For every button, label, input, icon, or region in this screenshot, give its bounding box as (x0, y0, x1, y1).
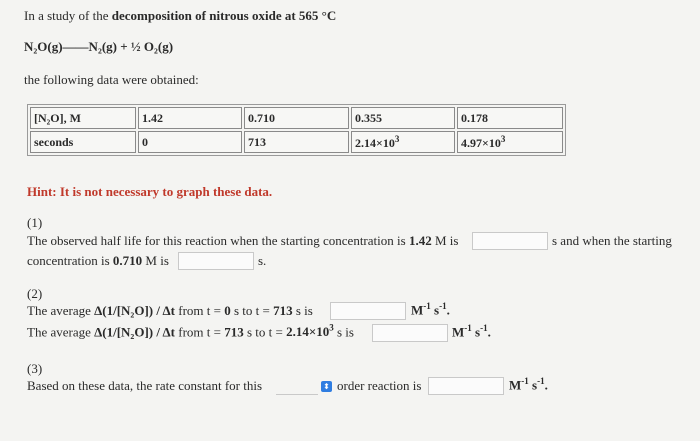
q1-unit-1: s and when the starting (552, 233, 672, 248)
table-cell: 1.42 (138, 107, 242, 129)
table-cell: $2.14\times 10^3$ (351, 131, 455, 153)
q3-text-a: Based on these data, the rate constant for this (27, 378, 263, 393)
table-cell: 0.355 (351, 107, 455, 129)
q1-line2: concentration is 0.710 M is (27, 253, 169, 268)
rate-constant-input[interactable] (428, 377, 504, 395)
order-select[interactable] (276, 379, 318, 395)
table-row (30, 107, 563, 129)
data-table (27, 104, 566, 156)
half-life-input-1[interactable] (472, 232, 548, 250)
q2-line1: The average Δ(1/[N₂O]) / Δt from t = 0 s to t = 713 s is (27, 303, 313, 318)
q2-unit-1: $M^{-1}$ $s^{-1}$. (411, 301, 450, 318)
reaction-equation: N₂O(g)——N₂(g) + ½ O₂(g) (24, 39, 174, 54)
rate-input-2[interactable] (372, 324, 448, 342)
q2-number: (2) (27, 286, 43, 301)
q2-line2: The average Δ(1/[N₂O]) / Δt from t = 713 s to $t = 2.14\times 10^3$ s is (27, 323, 354, 340)
table-cell: 713 (244, 131, 349, 153)
q1-number: (1) (27, 215, 43, 230)
q3-unit: $M^{-1}$ $s^{-1}$. (509, 376, 548, 393)
q3-number: (3) (27, 361, 43, 376)
table-cell: [N₂O], M (30, 107, 136, 129)
table-cell: 0 (138, 131, 242, 153)
rate-input-1[interactable] (330, 302, 406, 320)
table-cell: 0.178 (457, 107, 563, 129)
hint-text: Hint: It is not necessary to graph these data. (27, 184, 273, 199)
table-cell: 0.710 (244, 107, 349, 129)
q1-unit-2: s. (258, 253, 267, 268)
q1-line1: The observed half life for this reaction when the starting concentration is 1.42 M is (27, 233, 459, 248)
select-spinner-icon[interactable]: ⬍ (321, 381, 332, 392)
q2-unit-2: $M^{-1}$ $s^{-1}$. (452, 323, 491, 340)
table-cell: $4.97\times 10^3$ (457, 131, 563, 153)
q3-text-b: order reaction is (337, 378, 422, 393)
table-cell: seconds (30, 131, 136, 153)
problem-intro: In a study of the decomposition of nitrous oxide at 565 °C (24, 8, 337, 23)
data-intro: the following data were obtained: (24, 72, 199, 87)
half-life-input-2[interactable] (178, 252, 254, 270)
table-row (30, 131, 563, 153)
